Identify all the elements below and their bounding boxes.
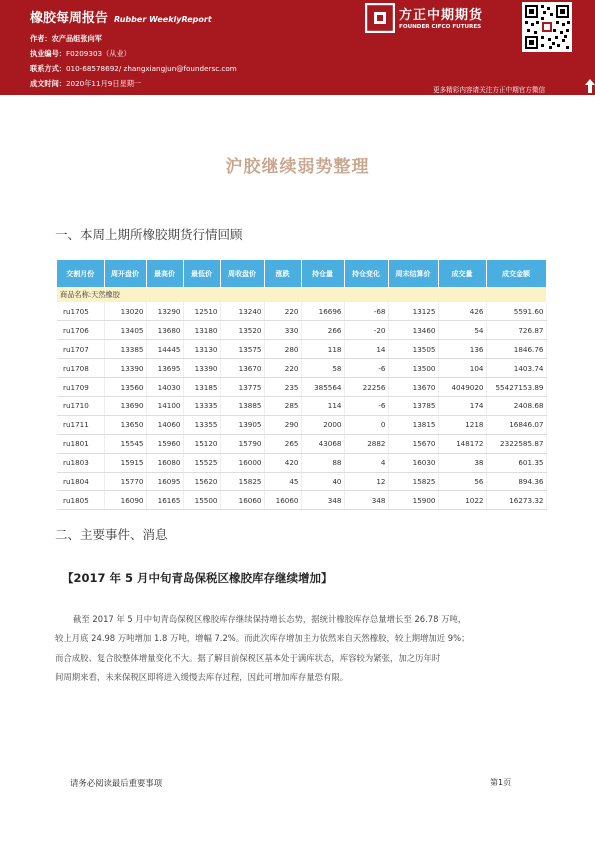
table-cell: 15790 [220, 434, 264, 453]
table-row [57, 321, 546, 340]
table-cell: 16696 [301, 302, 344, 321]
table-cell: 13670 [388, 378, 438, 397]
contract-month-cell: ru1804 [57, 472, 104, 491]
company-name-cn: 方正中期期货 [399, 8, 484, 23]
table-cell: 15825 [388, 472, 438, 491]
table-body [57, 302, 546, 510]
contract-month-cell: ru1708 [57, 359, 104, 378]
table-cell: 16030 [388, 453, 438, 472]
table-header-row [57, 260, 546, 287]
report-title-cn: 橡胶每周报告 [30, 11, 109, 26]
table-cell: 14030 [146, 378, 183, 397]
table-cell: -20 [344, 321, 388, 340]
report-title [30, 7, 212, 26]
column-header: 持仓量 [301, 260, 344, 287]
column-header: 涨跌 [264, 260, 301, 287]
column-header: 成交量 [438, 260, 486, 287]
paragraph-line: 间周期来看，未来保税区即将进入缓慢去库存过程，因此可增加库存量恐有限。 [55, 671, 349, 682]
table-cell: -6 [344, 359, 388, 378]
table-cell: 16080 [146, 453, 183, 472]
table-cell: -6 [344, 396, 388, 415]
table-cell: 15120 [183, 434, 220, 453]
table-cell: 15915 [104, 453, 146, 472]
column-header: 成交金额 [486, 260, 546, 287]
contract-month-cell: ru1707 [57, 340, 104, 359]
table-cell: 40 [301, 472, 344, 491]
table-cell: 13130 [183, 340, 220, 359]
table-cell: 16060 [220, 491, 264, 510]
table-cell: 13125 [388, 302, 438, 321]
table-cell: 726.87 [486, 321, 546, 340]
follow-wechat-text: 更多精彩内容请关注方正中期官方微信 [433, 86, 546, 94]
page-title: 沪胶继续弱势整理 [225, 157, 370, 177]
table-cell: 2000 [301, 415, 344, 434]
table-cell: 45 [264, 472, 301, 491]
section-2-heading: 二、主要事件、消息 [55, 527, 168, 542]
table-cell: 13390 [104, 359, 146, 378]
table-cell: 54 [438, 321, 486, 340]
wechat-qr-code-icon[interactable] [522, 2, 572, 52]
table-cell: 148172 [438, 434, 486, 453]
table-cell: 13695 [146, 359, 183, 378]
category-label: 商品名称:天然橡胶 [57, 287, 546, 302]
paragraph-line: 而合成胶、复合胶整体增量变化不大。据了解目前保税区基本处于满库状态，库容较为紧张，加之历年时 [55, 652, 441, 663]
date-line: 成文时间：2020年11月9日星期一 [30, 79, 142, 88]
report-header [0, 0, 595, 95]
futures-quotes-table [57, 260, 547, 510]
footer-notice: 请务必阅读最后重要事项 [70, 778, 163, 788]
table-row [57, 378, 546, 397]
column-header: 交割月份 [57, 260, 104, 287]
table-cell: 13505 [388, 340, 438, 359]
table-cell: 16000 [220, 453, 264, 472]
table-cell: 14100 [146, 396, 183, 415]
table-cell: 13290 [146, 302, 183, 321]
table-cell: 114 [301, 396, 344, 415]
column-header: 周收盘价 [220, 260, 264, 287]
table-cell: 0 [344, 415, 388, 434]
table-row [57, 359, 546, 378]
table-cell: 1846.76 [486, 340, 546, 359]
table-cell: 385564 [301, 378, 344, 397]
column-header: 最高价 [146, 260, 183, 287]
table-cell: 14445 [146, 340, 183, 359]
table-cell: 13390 [183, 359, 220, 378]
table-row [57, 491, 546, 510]
table-cell: 174 [438, 396, 486, 415]
table-cell: 118 [301, 340, 344, 359]
table-cell: 266 [301, 321, 344, 340]
table-cell: 58 [301, 359, 344, 378]
table-cell: 13520 [220, 321, 264, 340]
table-cell: 13785 [388, 396, 438, 415]
news-paragraph [55, 610, 550, 687]
table-cell: 16165 [146, 491, 183, 510]
table-cell: 13500 [388, 359, 438, 378]
table-row [57, 434, 546, 453]
paragraph-line: 较上月底 24.98 万吨增加 1.8 万吨，增幅 7.2%。而此次库存增加主力依然来自天然橡胶，较上期增加近 9%； [55, 633, 470, 644]
table-cell: 348 [301, 491, 344, 510]
table-cell: 13905 [220, 415, 264, 434]
table-cell: 290 [264, 415, 301, 434]
table-cell: 280 [264, 340, 301, 359]
paragraph-line: 截至 2017 年 5 月中旬青岛保税区橡胶库存继续保持增长态势，据统计橡胶库存总量增长至 26.78 万吨， [73, 614, 467, 624]
contract-month-cell: ru1801 [57, 434, 104, 453]
table-cell: 15525 [183, 453, 220, 472]
contract-month-cell: ru1803 [57, 453, 104, 472]
table-cell: 13690 [104, 396, 146, 415]
table-cell: 420 [264, 453, 301, 472]
table-cell: 16846.07 [486, 415, 546, 434]
table-cell: 16060 [264, 491, 301, 510]
table-cell: 13240 [220, 302, 264, 321]
table-category-row [57, 287, 546, 302]
company-logo [365, 3, 513, 41]
section-1-heading: 一、本周上期所橡胶期货行情回顾 [55, 227, 243, 242]
column-header: 周开盘价 [104, 260, 146, 287]
company-name-en: FOUNDER CIFCO FUTURES [399, 24, 482, 30]
table-cell: 15500 [183, 491, 220, 510]
table-cell: 4049020 [438, 378, 486, 397]
company-logo-mark-icon [365, 3, 395, 33]
table-cell: 220 [264, 302, 301, 321]
news-headline: 【2017 年 5 月中旬青岛保税区橡胶库存继续增加】 [62, 571, 333, 585]
table-cell: 4 [344, 453, 388, 472]
table-cell: 13670 [220, 359, 264, 378]
table-cell: 13680 [146, 321, 183, 340]
contract-month-cell: ru1710 [57, 396, 104, 415]
arrow-up-icon [585, 79, 595, 93]
table-cell: 2408.68 [486, 396, 546, 415]
table-cell: 330 [264, 321, 301, 340]
table-cell: 13460 [388, 321, 438, 340]
table-cell: 15620 [183, 472, 220, 491]
table-cell: 12 [344, 472, 388, 491]
table-cell: 16273.32 [486, 491, 546, 510]
table-cell: 38 [438, 453, 486, 472]
table-cell: 12510 [183, 302, 220, 321]
table-cell: 285 [264, 396, 301, 415]
table-cell: 16090 [104, 491, 146, 510]
table-cell: 265 [264, 434, 301, 453]
table-cell: 13020 [104, 302, 146, 321]
table-cell: 15900 [388, 491, 438, 510]
table-cell: 220 [264, 359, 301, 378]
table-cell: 14 [344, 340, 388, 359]
contract-month-cell: ru1805 [57, 491, 104, 510]
license-line: 执业编号：F0209303（从业） [30, 49, 131, 58]
table-cell: 13385 [104, 340, 146, 359]
table-cell: 22256 [344, 378, 388, 397]
table-cell: 136 [438, 340, 486, 359]
table-cell: 88 [301, 453, 344, 472]
table-row [57, 340, 546, 359]
table-cell: 55427153.89 [486, 378, 546, 397]
table-cell: 1403.74 [486, 359, 546, 378]
table-cell: 13775 [220, 378, 264, 397]
table-cell: 426 [438, 302, 486, 321]
column-header: 最低价 [183, 260, 220, 287]
report-title-en: Rubber WeeklyReport [114, 15, 212, 24]
table-cell: 13815 [388, 415, 438, 434]
contract-month-cell: ru1709 [57, 378, 104, 397]
table-cell: 13335 [183, 396, 220, 415]
table-cell: 15670 [388, 434, 438, 453]
table-cell: 2882 [344, 434, 388, 453]
table-row [57, 415, 546, 434]
table-cell: 56 [438, 472, 486, 491]
table-cell: 13650 [104, 415, 146, 434]
table-cell: 13185 [183, 378, 220, 397]
page-number: 第1页 [490, 778, 512, 787]
table-cell: 15545 [104, 434, 146, 453]
table-row [57, 453, 546, 472]
table-cell: 13885 [220, 396, 264, 415]
table-cell: 15770 [104, 472, 146, 491]
table-cell: 1022 [438, 491, 486, 510]
table-cell: 13560 [104, 378, 146, 397]
table-cell: 348 [344, 491, 388, 510]
table-cell: 13355 [183, 415, 220, 434]
table-row [57, 302, 546, 321]
contract-month-cell: ru1711 [57, 415, 104, 434]
table-cell: 2322585.87 [486, 434, 546, 453]
table-cell: 14060 [146, 415, 183, 434]
table-cell: -68 [344, 302, 388, 321]
table-cell: 1218 [438, 415, 486, 434]
table-cell: 104 [438, 359, 486, 378]
contract-month-cell: ru1706 [57, 321, 104, 340]
table-cell: 13405 [104, 321, 146, 340]
table-cell: 601.35 [486, 453, 546, 472]
table-cell: 15960 [146, 434, 183, 453]
table-cell: 13180 [183, 321, 220, 340]
table-cell: 13575 [220, 340, 264, 359]
table-row [57, 396, 546, 415]
contact-line: 联系方式：010-68578692/ zhangxiangjun@foundersc.com [30, 64, 237, 73]
table-cell: 16095 [146, 472, 183, 491]
column-header: 周末结算价 [388, 260, 438, 287]
table-row [57, 472, 546, 491]
table-cell: 235 [264, 378, 301, 397]
table-cell: 894.36 [486, 472, 546, 491]
column-header: 持仓变化 [344, 260, 388, 287]
table-cell: 5591.60 [486, 302, 546, 321]
table-cell: 43068 [301, 434, 344, 453]
author-line: 作者：农产品组张向军 [30, 34, 102, 43]
contract-month-cell: ru1705 [57, 302, 104, 321]
table-cell: 15825 [220, 472, 264, 491]
